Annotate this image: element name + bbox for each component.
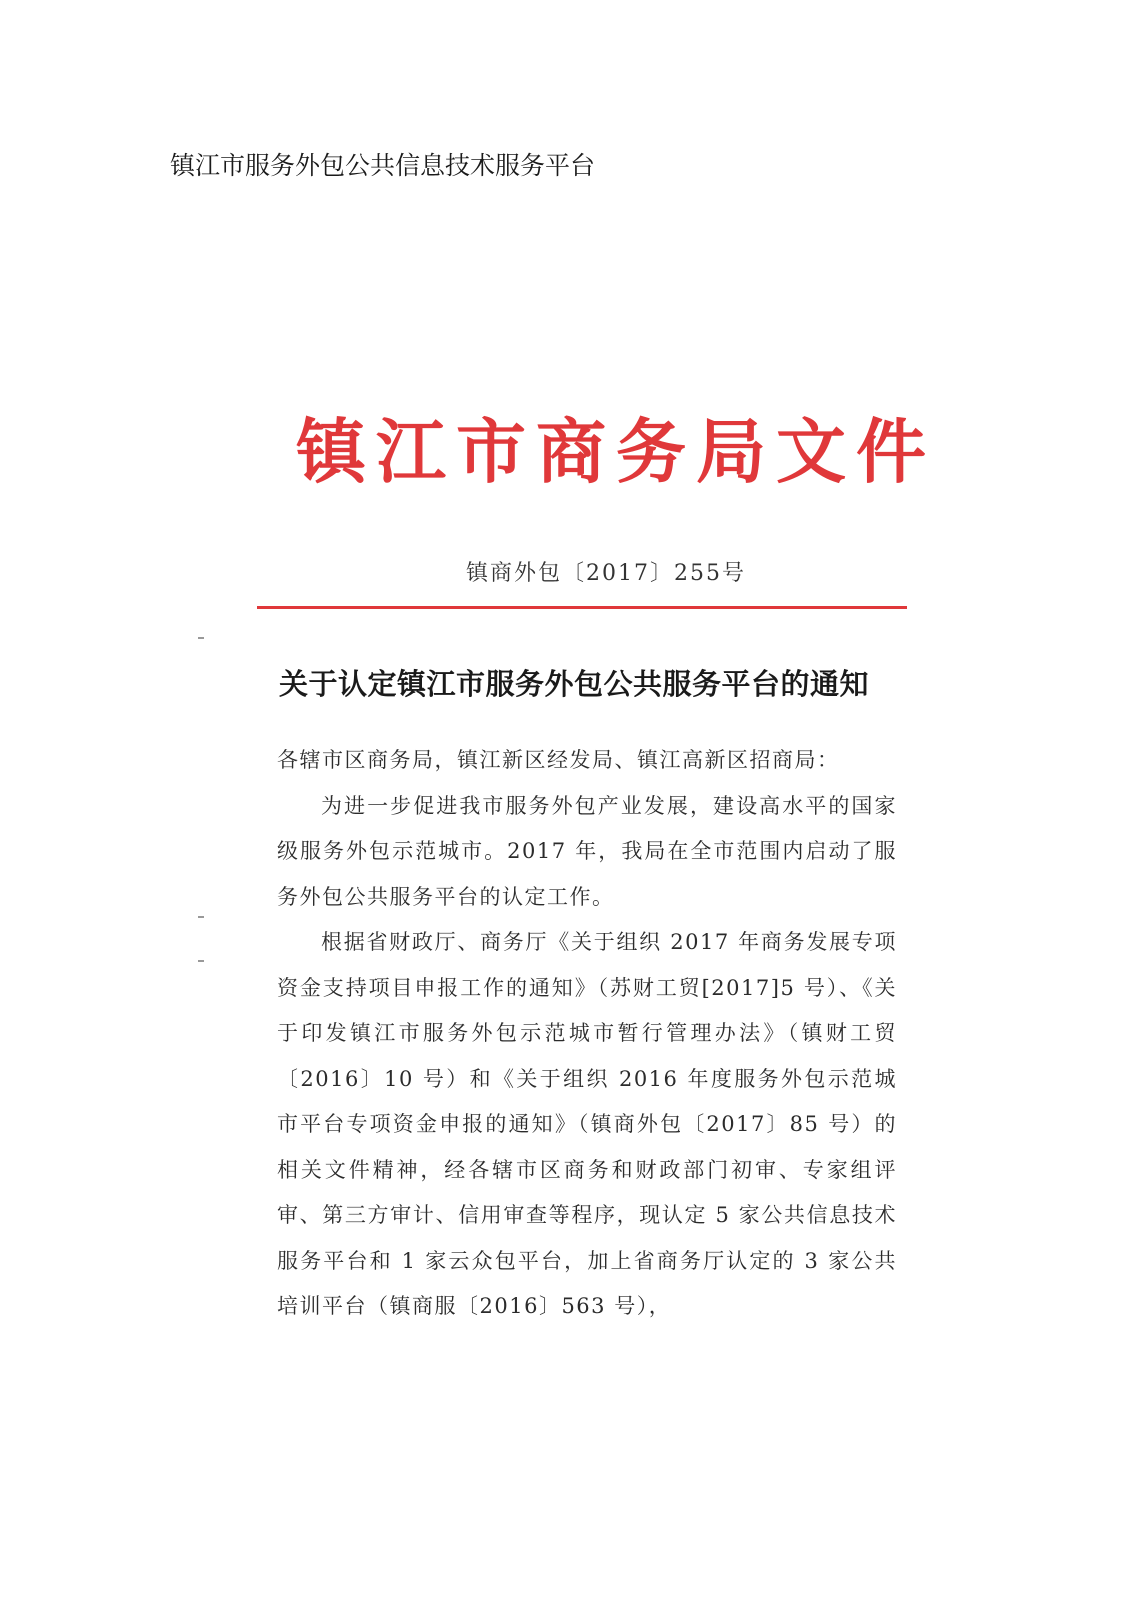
paragraph-1: 为进一步促进我市服务外包产业发展，建设高水平的国家级服务外包示范城市。2017 年，我局在全市范围内启动了服务外包公共服务平台的认定工作。 xyxy=(277,793,897,909)
notice-title: 关于认定镇江市服务外包公共服务平台的通知 xyxy=(279,667,870,701)
margin-mark xyxy=(198,637,204,639)
issuer-title: 镇江市商务局文件 xyxy=(296,411,936,493)
notice-body xyxy=(277,738,897,1330)
doc-number: 镇商外包〔2017〕255号 xyxy=(466,561,746,586)
margin-mark xyxy=(198,960,204,962)
salutation: 各辖市区商务局，镇江新区经发局、镇江高新区招商局： xyxy=(277,748,840,772)
site-header: 镇江市服务外包公共信息技术服务平台 xyxy=(170,151,596,180)
red-divider xyxy=(257,606,907,609)
margin-mark xyxy=(198,916,204,918)
paragraph-2: 根据省财政厅、商务厅《关于组织 2017 年商务发展专项资金支持项目申报工作的通知》（苏财工贸[2017]5 号）、《关于印发镇江市服务外包示范城市暂行管理办法》（镇财工贸〔2016〕10 号）和《关于组织 2016 年度服务外包示范城市平台专项资金申报的通知》（镇商外包〔2017〕85 号）的相关文件精神，经各辖市区商务和财政部门初审、专家组评审、第三方审计、信用审查等程序，现认定 5 家公共信息技术服务平台和 1 家云众包平台，加上省商务厅认定的 3 家公共培训平台（镇商服〔2016〕563 号）， xyxy=(277,930,897,1318)
